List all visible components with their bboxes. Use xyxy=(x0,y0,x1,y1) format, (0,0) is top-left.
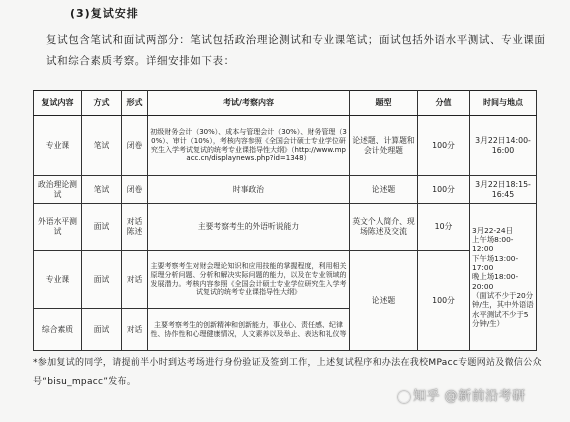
header-score: 分值 xyxy=(418,91,470,116)
row1-method: 笔试 xyxy=(82,116,122,176)
row4-method: 面试 xyxy=(82,251,122,309)
row2-form: 闭卷 xyxy=(122,176,148,204)
watermark-logo-icon xyxy=(398,391,410,403)
row4-score: 100分 xyxy=(418,251,470,351)
row3-method: 面试 xyxy=(82,204,122,251)
row2-content: 政治理论测试 xyxy=(34,176,82,204)
watermark xyxy=(395,385,526,404)
header-form: 形式 xyxy=(122,91,148,116)
row3-detail: 主要考察考生的外语听说能力 xyxy=(148,204,350,251)
header-time: 时间与地点 xyxy=(470,91,537,116)
header-content: 复试内容 xyxy=(34,91,82,116)
row2-time: 3月22日18:15-16:45 xyxy=(470,176,537,204)
row1-content: 专业课 xyxy=(34,116,82,176)
row3-type: 英文个人简介、现场陈述及交流 xyxy=(350,204,418,251)
table-row xyxy=(34,204,537,251)
header-detail: 考试/考察内容 xyxy=(148,91,350,116)
row5-form: 对话 xyxy=(122,309,148,351)
row3-content: 外语水平测试 xyxy=(34,204,82,251)
row3-time: 3月22-24日 上午场8:00-12:00 下午场13:00-17:00 晚上场18:00-20:00 （面试不少于20分钟/生，其中外语语水平测试不少于5分钟/生） xyxy=(470,204,537,351)
retest-schedule-table xyxy=(33,90,537,351)
row4-type: 论述题 xyxy=(350,251,418,351)
row2-detail: 时事政治 xyxy=(148,176,350,204)
row5-detail: 主要考察考生的创新精神和创新能力，事业心、责任感、纪律性、协作性和心理健康情况，人文素养以及举止、表达和礼仪等 xyxy=(148,309,350,351)
header-method: 方式 xyxy=(82,91,122,116)
table-header-row xyxy=(34,91,537,116)
row1-time: 3月22日14:00-16:00 xyxy=(470,116,537,176)
row5-content: 综合素质 xyxy=(34,309,82,351)
row4-detail: 主要考察考生对财会理论知识和应用技能的掌握程度，利用相关原理分析问题、分析和解决实际问题的能力，以及在专业领域的发展潜力。考核内容参照《全国会计硕士专业学位研究生入学考试复试的统考专业课指导性大纲》 xyxy=(148,251,350,309)
intro-paragraph: 复试包含笔试和面试两部分：笔试包括政治理论测试和专业课笔试；面试包括外语水平测试、专业课面试和综合素质考察。详细安排如下表： xyxy=(46,34,546,67)
header-type: 题型 xyxy=(350,91,418,116)
watermark-text: 知乎 @新前沿考研 xyxy=(413,389,526,404)
table-row xyxy=(34,176,537,204)
table-row xyxy=(34,116,537,176)
row1-score: 100分 xyxy=(418,116,470,176)
row4-form: 对话 xyxy=(122,251,148,309)
table-row xyxy=(34,251,537,309)
row1-detail: 初级财务会计（30%）、成本与管理会计（30%）、财务管理（30%）、审计（10%），考核内容参照《全国会计硕士专业学位研究生入学考试复试的统考专业课指导性大纲》（http://www.mpacc.cn/displaynews.php?id=1348） xyxy=(148,116,350,176)
row4-content: 专业课 xyxy=(34,251,82,309)
row1-form: 闭卷 xyxy=(122,116,148,176)
row2-method: 笔试 xyxy=(82,176,122,204)
row2-type: 论述题 xyxy=(350,176,418,204)
section-heading: (3)复试安排 xyxy=(70,7,139,20)
row2-score: 100分 xyxy=(418,176,470,204)
row3-form: 对话陈述 xyxy=(122,204,148,251)
footnote: *参加复试的同学，请提前半小时到达考场进行身份验证及签到工作，上述复试程序和办法在我校MPacc专题网站及微信公众号“bisu_mpacc”发布。 xyxy=(33,358,542,387)
row1-type: 论述题、计算题和会计处理题 xyxy=(350,116,418,176)
row5-method: 面试 xyxy=(82,309,122,351)
row3-score: 10分 xyxy=(418,204,470,251)
